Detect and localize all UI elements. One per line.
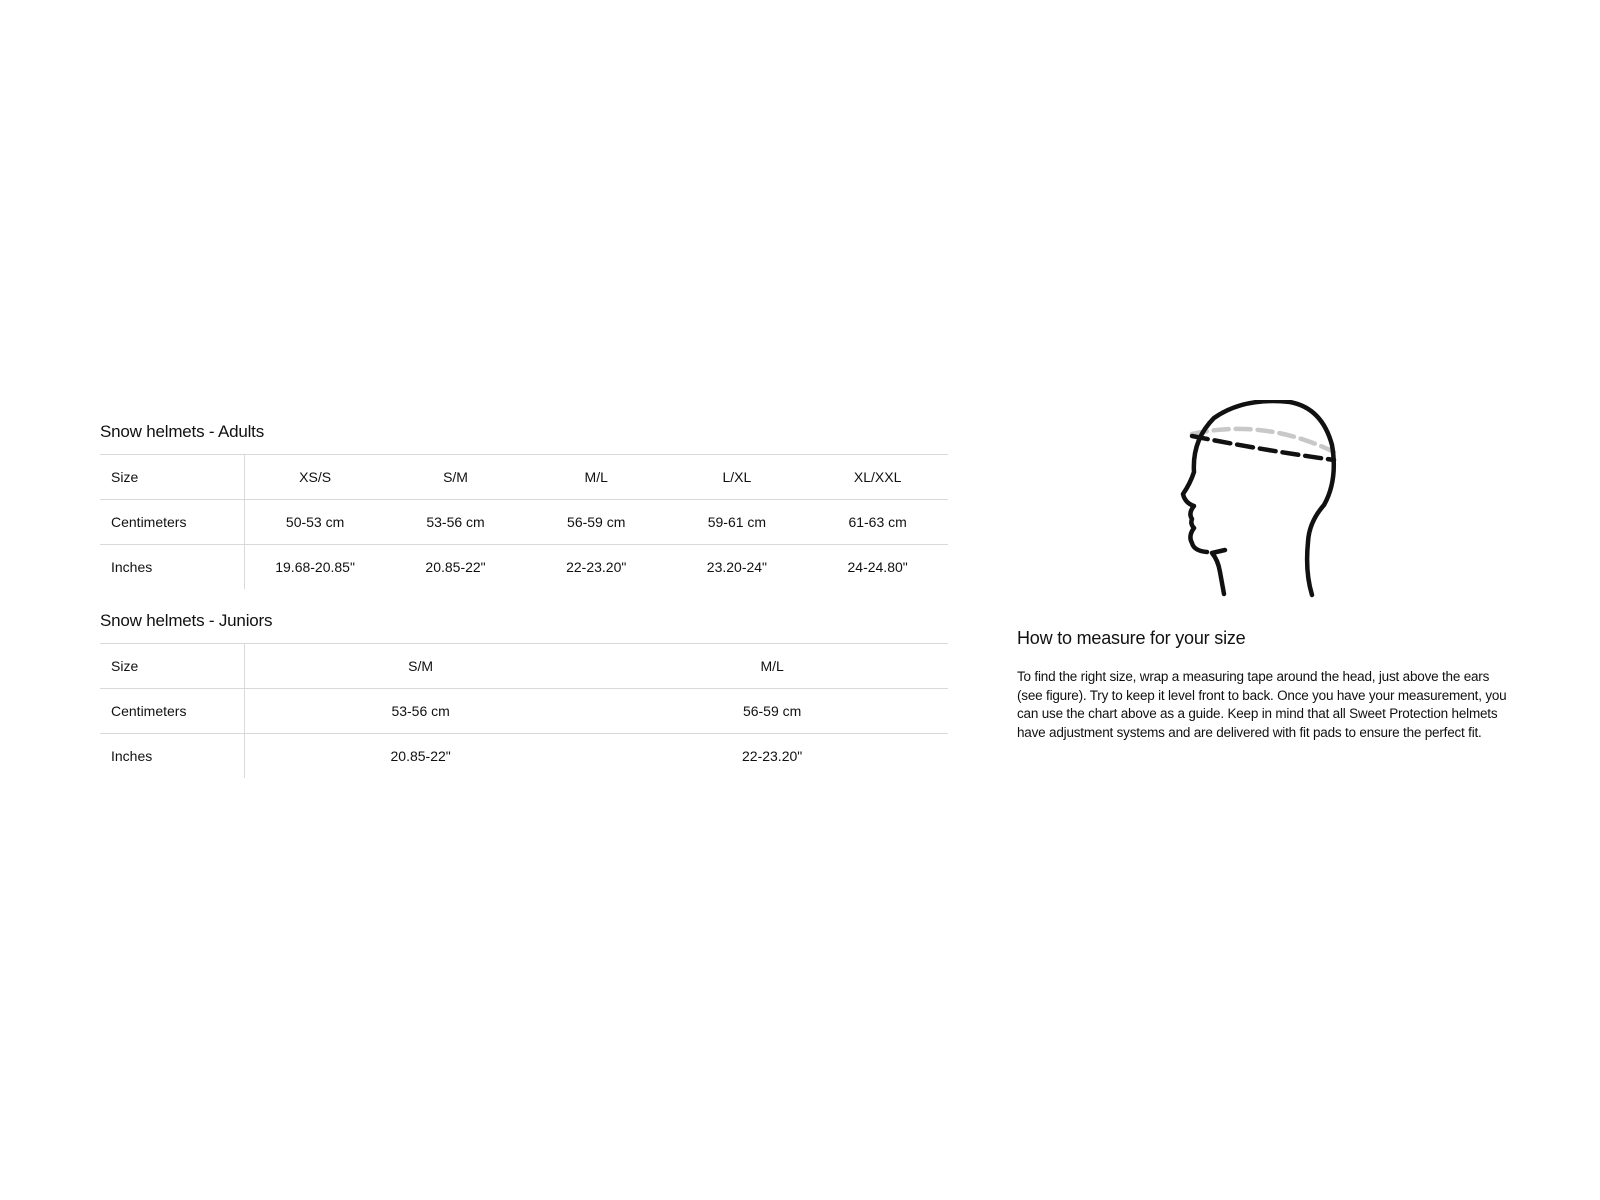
table-cell: M/L [596,644,948,689]
adults-title: Snow helmets - Adults [100,422,264,441]
row-label: Inches [100,734,245,779]
table-row [100,734,948,779]
table-cell: L/XL [667,455,808,500]
table-row [100,455,948,500]
adults-size-table [100,454,948,589]
table-cell: 50-53 cm [245,500,386,545]
table-cell: XL/XXL [807,455,948,500]
table-row [100,644,948,689]
size-charts [100,420,948,778]
table-cell: 20.85-22" [425,559,486,575]
table-cell: XS/S [245,455,386,500]
table-cell: M/L [526,455,667,500]
table-cell: 20.85-22" [390,748,451,764]
table-cell: 22-23.20" [566,559,627,575]
table-cell: S/M [385,455,526,500]
row-label: Size [100,644,245,689]
table-row [100,500,948,545]
tape-front-line [1192,436,1334,460]
table-cell: 59-61 cm [667,500,808,545]
juniors-title: Snow helmets - Juniors [100,611,273,630]
measure-description: To find the right size, wrap a measuring tape around the head, just above the ears (see figure). Try to keep it level front to back. Once you have your measurement, you can use the chart above as a guide. Keep in mind that all Sweet Protection helmets have adjustment systems and are delivered with fit pads to ensure the perfect fit. [1017,669,1507,740]
table-cell: 61-63 cm [807,500,948,545]
table-cell: 53-56 cm [245,689,597,734]
table-cell: 56-59 cm [526,500,667,545]
table-cell: 19.68-20.85" [275,559,355,575]
table-cell: 53-56 cm [385,500,526,545]
row-label: Centimeters [100,689,245,734]
table-row [100,689,948,734]
table-cell: 24-24.80" [847,559,908,575]
row-label: Size [100,455,245,500]
table-row [100,545,948,590]
table-cell: S/M [245,644,597,689]
table-cell: 23.20-24" [706,559,768,575]
head-measuring-tape-illustration [1172,400,1362,610]
table-cell: 56-59 cm [596,689,948,734]
juniors-size-table [100,643,948,778]
table-cell: 22-23.20" [742,748,803,764]
row-label: Centimeters [100,500,245,545]
row-label: Inches [100,545,245,590]
measure-title: How to measure for your size [1017,628,1246,648]
